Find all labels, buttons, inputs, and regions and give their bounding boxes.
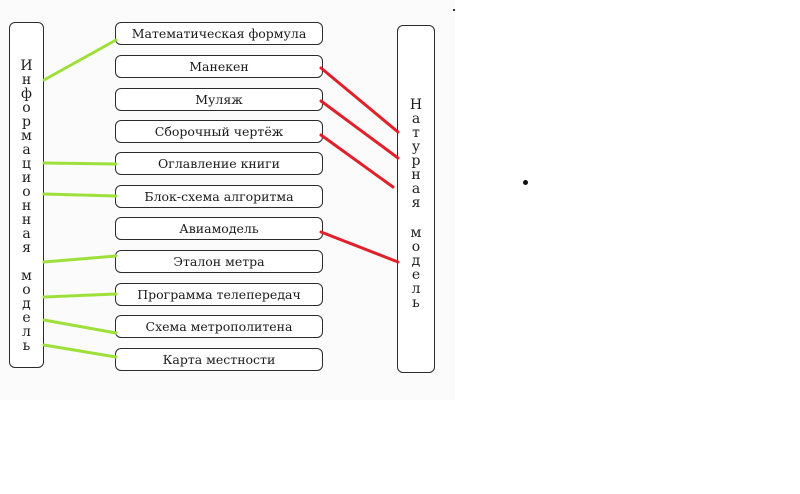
item-book-contents: Оглавление книги xyxy=(115,152,323,175)
vertical-letter: Н xyxy=(409,97,423,113)
vertical-letter: и xyxy=(21,170,32,186)
vertical-letter: у xyxy=(411,139,421,155)
connector-aircraft-model xyxy=(321,232,398,262)
connector-math-formula xyxy=(44,40,116,80)
vertical-letter: я xyxy=(22,240,31,256)
connector-mannequin xyxy=(321,68,398,132)
connector-meter-standard xyxy=(44,256,116,262)
vertical-letter: т xyxy=(412,125,420,141)
vertical-letter: р xyxy=(22,114,31,130)
item-tv-schedule: Программа телепередач xyxy=(115,283,323,306)
connector-terrain-map xyxy=(44,345,116,357)
vertical-letter: о xyxy=(22,282,31,298)
vertical-letter: а xyxy=(411,181,421,197)
vertical-letter: я xyxy=(411,195,421,211)
connector-book-contents xyxy=(44,163,116,164)
vertical-letter: а xyxy=(22,142,31,158)
item-metro-map: Схема метрополитена xyxy=(115,315,323,338)
vertical-letter: д xyxy=(411,253,421,269)
vertical-letter: н xyxy=(21,198,32,214)
vertical-letter: а xyxy=(411,111,421,127)
vertical-letter: д xyxy=(22,296,31,312)
vertical-letter: И xyxy=(20,58,33,74)
connector-assembly-drawing xyxy=(321,135,393,187)
connector-tv-schedule xyxy=(44,294,116,297)
vertical-letter: е xyxy=(411,267,421,283)
vertical-letter: н xyxy=(21,212,32,228)
item-meter-standard: Эталон метра xyxy=(115,250,323,273)
item-mannequin: Манекен xyxy=(115,55,323,78)
connector-flowchart xyxy=(44,194,116,196)
vertical-letter: л xyxy=(22,324,31,340)
vertical-letter: н xyxy=(21,72,32,88)
item-aircraft-model: Авиамодель xyxy=(115,217,323,240)
vertical-letter: ь xyxy=(412,295,420,311)
vertical-letter: ф xyxy=(21,86,32,102)
vertical-letter: м xyxy=(21,268,32,284)
vertical-letter: е xyxy=(22,310,31,326)
stray-speck xyxy=(453,9,455,11)
vertical-letter: а xyxy=(22,226,31,242)
vertical-letter: о xyxy=(22,100,31,116)
item-flowchart: Блок-схема алгоритма xyxy=(115,185,323,208)
item-dummy: Муляж xyxy=(115,88,323,111)
vertical-letter: л xyxy=(411,281,421,297)
vertical-letter: м xyxy=(21,128,32,144)
connector-dummy xyxy=(321,101,398,158)
item-terrain-map: Карта местности xyxy=(115,348,323,371)
vertical-letter: ь xyxy=(22,338,31,354)
vertical-letter: м xyxy=(410,225,422,241)
connector-metro-map xyxy=(44,320,116,333)
vertical-letter: р xyxy=(411,153,421,169)
natural-connectors xyxy=(321,68,398,262)
vertical-letter: н xyxy=(411,167,421,183)
vertical-letter: ц xyxy=(21,156,31,172)
informational-connectors xyxy=(44,40,116,357)
stray-dot xyxy=(523,180,528,185)
item-math-formula: Математическая формула xyxy=(115,22,323,45)
vertical-letter: о xyxy=(411,239,421,255)
vertical-letter: о xyxy=(22,184,31,200)
item-assembly-drawing: Сборочный чертёж xyxy=(115,120,323,143)
